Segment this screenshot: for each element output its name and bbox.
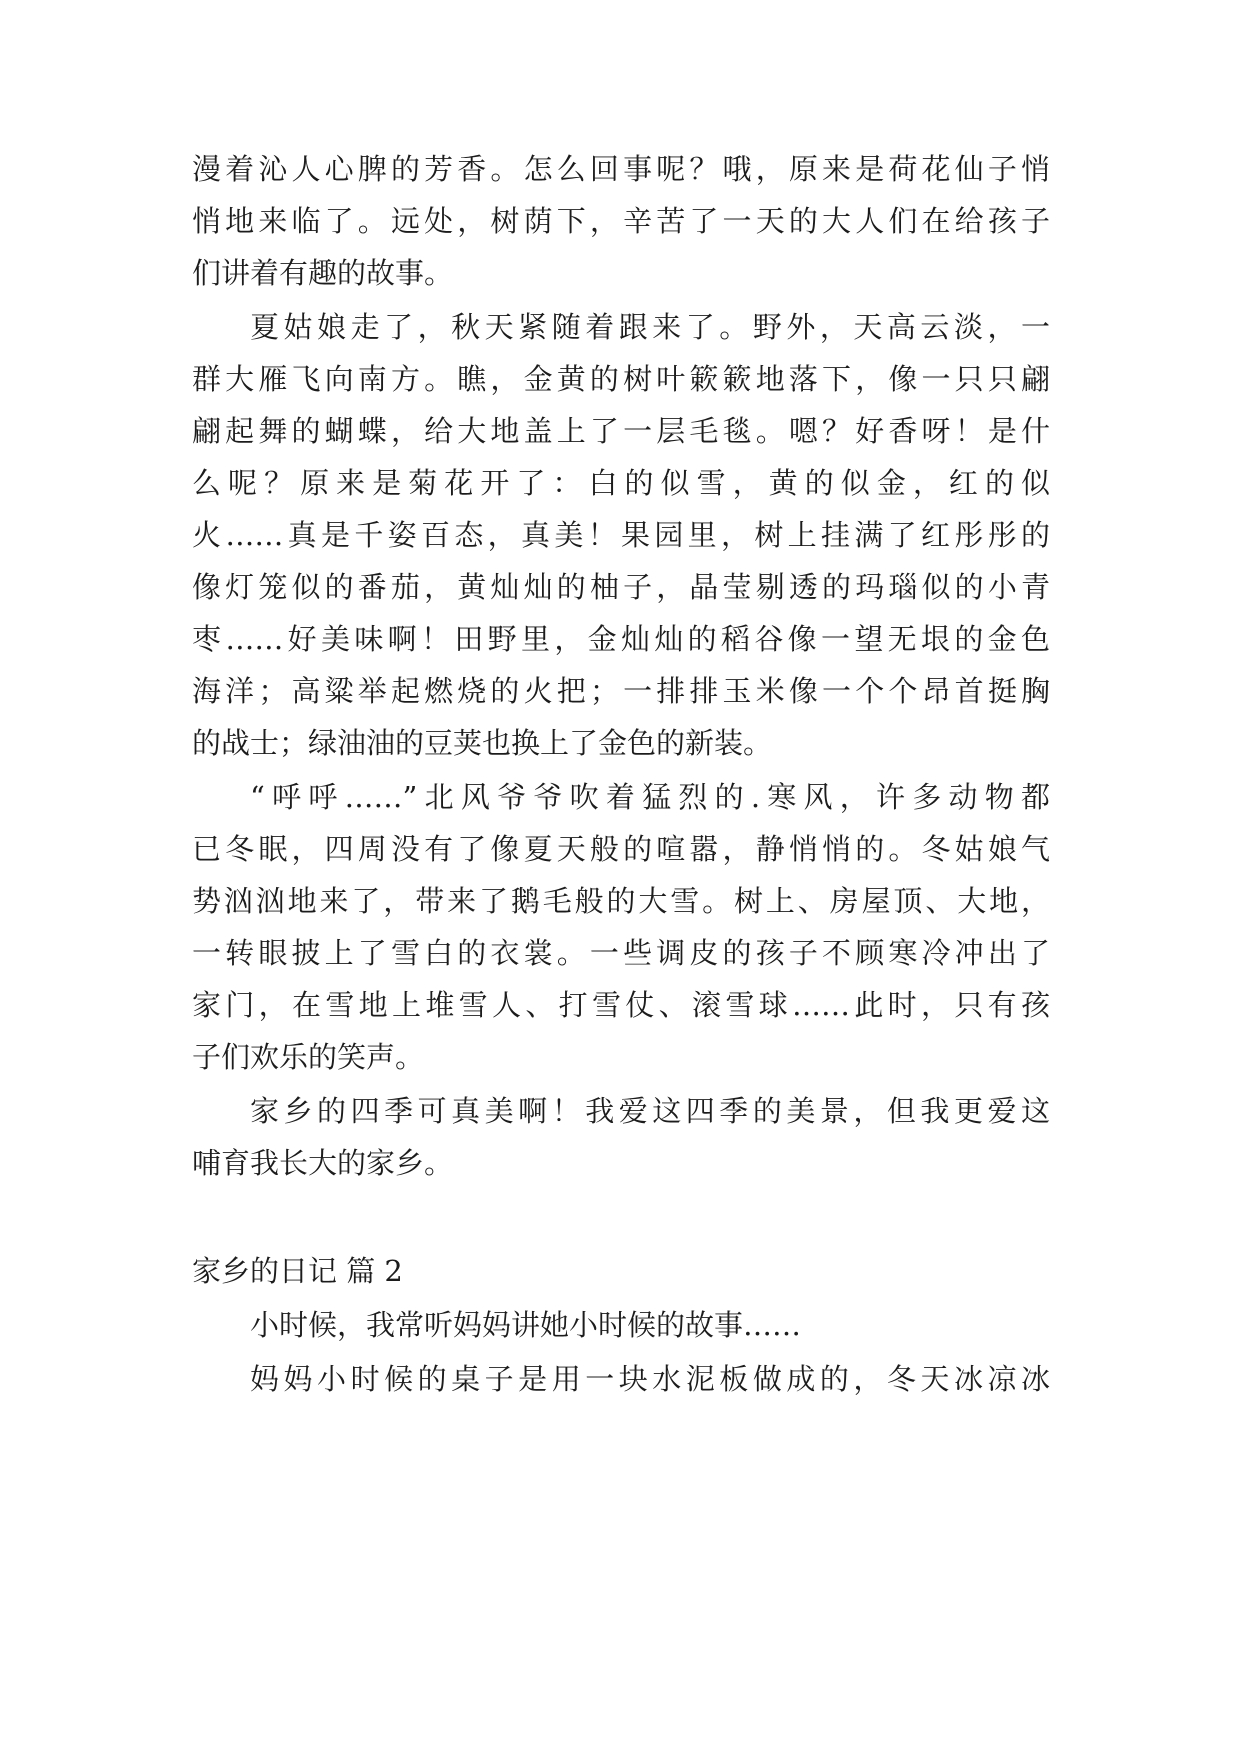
text-line: 翩起舞的蝴蝶，给大地盖上了一层毛毯。嗯？好香呀！是什 xyxy=(192,414,1050,448)
text-line: 们讲着有趣的故事。 xyxy=(192,256,454,290)
text-line: 悄地来临了。远处，树荫下，辛苦了一天的大人们在给孩子 xyxy=(192,204,1050,238)
text-line: 已冬眠，四周没有了像夏天般的喧嚣，静悄悄的。冬姑娘气 xyxy=(192,832,1050,866)
text-line: 群大雁飞向南方。瞧，金黄的树叶簌簌地落下，像一只只翩 xyxy=(192,362,1050,396)
text-line: 海洋；高粱举起燃烧的火把；一排排玉米像一个个昂首挺胸 xyxy=(192,674,1050,708)
text-line: 子们欢乐的笑声。 xyxy=(192,1040,425,1074)
text-line: 一转眼披上了雪白的衣裳。一些调皮的孩子不顾寒冷冲出了 xyxy=(192,936,1050,970)
text-line: 漫着沁人心脾的芳香。怎么回事呢？哦，原来是荷花仙子悄 xyxy=(192,152,1050,186)
text-line: 枣……好美味啊！田野里，金灿灿的稻谷像一望无垠的金色 xyxy=(192,622,1050,656)
text-line: 家门，在雪地上堆雪人、打雪仗、滚雪球……此时，只有孩 xyxy=(192,988,1050,1022)
text-line: 势汹汹地来了，带来了鹅毛般的大雪。树上、房屋顶、大地， xyxy=(192,884,1050,918)
text-line: 像灯笼似的番茄，黄灿灿的柚子，晶莹剔透的玛瑙似的小青 xyxy=(192,570,1050,604)
section-heading: 家乡的日记 篇 2 xyxy=(192,1254,403,1288)
text-line: 的战士；绿油油的豆荚也换上了金色的新装。 xyxy=(192,726,773,760)
text-line: 家乡的四季可真美啊！我爱这四季的美景，但我更爱这 xyxy=(250,1094,1050,1128)
text-line: 妈妈小时候的桌子是用一块水泥板做成的，冬天冰凉冰 xyxy=(250,1362,1050,1396)
text-line: 夏姑娘走了，秋天紧随着跟来了。野外，天高云淡，一 xyxy=(250,310,1050,344)
text-line: 小时候，我常听妈妈讲她小时候的故事…… xyxy=(250,1308,802,1342)
text-line: 哺育我长大的家乡。 xyxy=(192,1146,454,1180)
text-line: 么呢？原来是菊花开了：白的似雪，黄的似金，红的似 xyxy=(192,466,1050,500)
text-line: 火……真是千姿百态，真美！果园里，树上挂满了红彤彤的 xyxy=(192,518,1050,552)
text-line: “呼呼……”北风爷爷吹着猛烈的.寒风，许多动物都 xyxy=(250,780,1050,814)
